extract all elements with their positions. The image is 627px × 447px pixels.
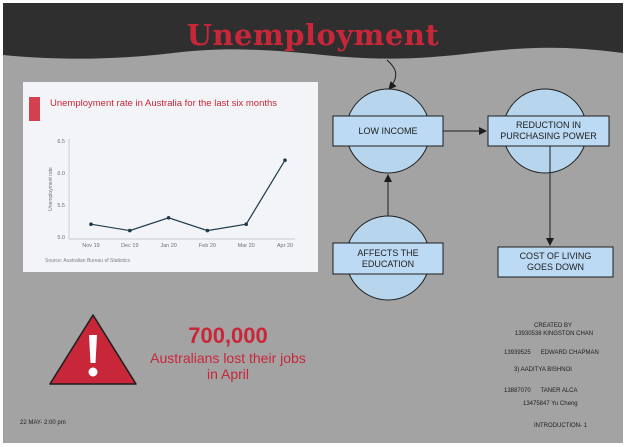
x-tick-label: Apr 20 — [276, 243, 294, 249]
credit-line-3: 3) AADITYA BISHNOI — [514, 367, 572, 373]
y-tick-label: 6.5 — [57, 139, 65, 145]
page-title: Unemployment — [186, 18, 440, 52]
x-tick-label: Dec 19 — [121, 243, 139, 249]
x-tick-label: Jan 20 — [160, 243, 177, 249]
footer-section: INTRODUCTION- 1 — [534, 423, 587, 429]
low-income-label: LOW INCOME — [358, 125, 418, 136]
y-tick-label: 5.0 — [57, 235, 65, 241]
x-tick-label: Mar 20 — [237, 243, 255, 249]
stat-text: Australians lost their jobs in April — [150, 350, 306, 382]
slide — [3, 3, 623, 443]
stat-number: 700,000 — [188, 323, 268, 348]
credit-line-2: 13939525 EDWARD CHAPMAN — [504, 350, 599, 356]
credit-line-4: 13887070 TANER ALCA — [504, 388, 578, 394]
reduction-label: REDUCTION IN PURCHASING POWER — [500, 120, 597, 141]
connector-banner-to-low-income — [387, 60, 396, 89]
chart-title: Unemployment rate in Australia for the last six months — [50, 98, 278, 109]
y-tick-label: 6.0 — [57, 171, 65, 177]
x-tick-label: Feb 20 — [198, 243, 216, 249]
y-axis-label: Unemployment rate — [48, 167, 54, 211]
credit-line-1: 13930538 KINGSTON CHAN — [514, 331, 594, 337]
credits-heading: CREATED BY — [534, 323, 572, 329]
credit-line-5: 13475847 Yu Cheng — [523, 401, 578, 407]
chart-source: Source: Australian Bureau of Statistics — [45, 258, 131, 264]
warning-icon — [47, 311, 139, 387]
footer-date: 22 MAY- 2:00 pm — [20, 420, 66, 426]
education-label: AFFECTS THE EDUCATION — [357, 247, 419, 269]
cost-label: COST OF LIVING GOES DOWN — [519, 251, 592, 272]
y-tick-label: 5.5 — [57, 203, 65, 209]
x-tick-label: Nov 19 — [82, 243, 100, 249]
